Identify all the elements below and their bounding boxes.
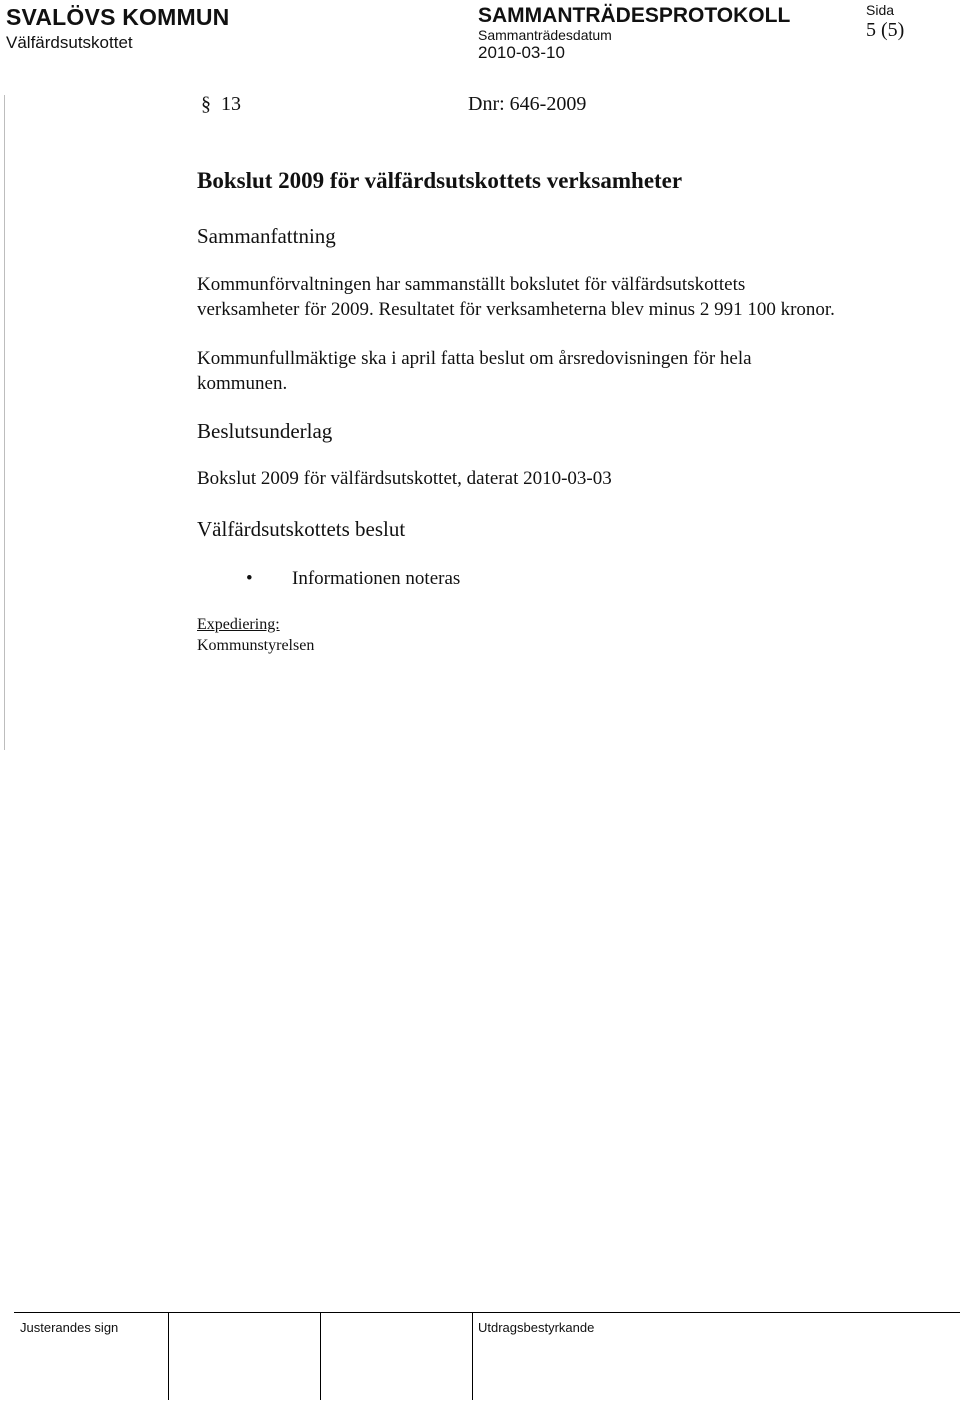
paragraph-header [201,93,241,116]
footer-divider [320,1312,321,1400]
decision-basis-text: Bokslut 2009 för välfärdsutskottet, daterat 2010-03-03 [197,468,612,489]
section-sign: § [201,93,211,115]
organization-name: SVALÖVS KOMMUN [6,4,230,30]
decision-heading: Välfärdsutskottets beslut [197,517,406,541]
summary-paragraph-line: verksamheter för 2009. Resultatet för verksamheterna blev minus 2 991 100 kronor. [197,298,835,320]
case-title: Bokslut 2009 för välfärdsutskottets verksamheter [197,168,683,193]
bullet-icon: • [246,568,253,589]
document-type: SAMMANTRÄDESPROTOKOLL [478,4,791,27]
summary-paragraph-line: Kommunfullmäktige ska i april fatta beslut om årsredovisningen för hela [197,348,752,369]
footer-divider [168,1312,169,1400]
meeting-date-label: Sammanträdesdatum [478,27,612,43]
distribution-label: Expediering: [197,616,280,633]
distribution-recipient: Kommunstyrelsen [197,637,315,654]
decision-item: Informationen noteras [292,568,461,589]
footer-copy-label: Utdragsbestyrkande [478,1320,595,1335]
footer-sign-label: Justerandes sign [20,1320,119,1335]
summary-paragraph [197,273,835,322]
summary-paragraph-line: Kommunförvaltningen har sammanställt bokslutet för välfärdsutskottets [197,274,746,295]
meeting-date-value: 2010-03-10 [478,43,565,62]
page-label: Sida [866,2,895,18]
summary-paragraph [197,347,752,396]
margin-rule [4,95,5,750]
page-number: 5 (5) [866,19,905,41]
decision-basis-heading: Beslutsunderlag [197,419,333,443]
footer-rule [14,1312,960,1313]
paragraph-number: 13 [221,93,241,115]
summary-heading: Sammanfattning [197,224,336,248]
footer-divider [472,1312,473,1400]
case-number: Dnr: 646-2009 [468,93,587,115]
committee-name: Välfärdsutskottet [6,33,133,52]
summary-paragraph-line: kommunen. [197,372,288,394]
